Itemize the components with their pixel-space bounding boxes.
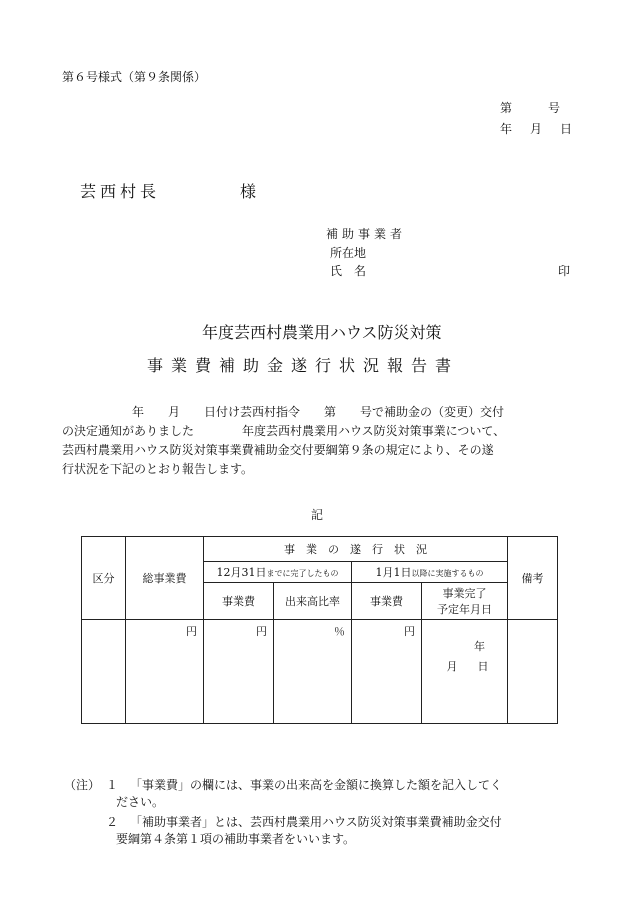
cell-cost1-unit: 円 [204,620,274,724]
cell-day: 日 [477,660,489,673]
cell-month-day [422,658,507,674]
note-1-text-1: 「事業費」の欄には、事業の出来高を金額に換算した額を記入してく [130,778,503,792]
addressee: 芸西村長 [80,182,161,201]
group1-suffix: までに完了したもの [266,569,339,578]
body-line: の決定通知がありました 年度芸西村農業用ハウス防災対策事業について、 [62,424,506,438]
document-date: 年 月 日 [500,122,576,136]
note-1-text-2: ださい。 [116,795,165,809]
notes-prefix: （注） [64,778,101,792]
ki-heading: 記 [311,508,324,522]
header-biko: 備考 [508,537,558,620]
note-1-number: １ [106,778,119,792]
header-completion-line2: 予定年月日 [437,603,492,616]
seal-mark: 印 [558,264,571,278]
group2-date: 1月1日 [375,566,412,579]
applicant-name-label: 氏 名 [330,264,367,278]
header-cost-2: 事業費 [352,583,422,620]
note-2-text-1: 「補助事業者」とは、芸西村農業用ハウス防災対策事業費補助金交付 [130,815,502,829]
document-number: 第 号 [500,101,561,115]
header-completion-line1: 事業完了 [442,587,487,600]
honorific: 様 [240,182,257,201]
group1-date: 12月31日 [216,566,267,579]
form-label: 第６号様式（第９条関係） [62,70,207,84]
cell-kubun [82,620,126,724]
header-status: 事 業 の 遂 行 状 況 [204,537,508,562]
note-2-text-2: 要綱第４条第１項の補助事業者をいいます。 [116,832,356,846]
cell-cost2-unit: 円 [352,620,422,724]
group2-suffix: 以降に実施するもの [411,569,484,578]
cell-month: 月 [446,660,458,673]
cell-total-unit: 円 [126,620,204,724]
cell-year: 年 [474,640,485,653]
note-2-line-1 [64,814,502,831]
title-line-1: 年度芸西村農業用ハウス防災対策 [202,323,442,342]
header-completed-by-dec31 [204,562,352,583]
header-kubun: 区分 [82,537,126,620]
body-paragraph [62,403,580,479]
header-cost-1: 事業費 [204,583,274,620]
body-line: 芸西村農業用ハウス防災対策事業費補助金交付要綱第９条の規定により、その遂 [62,443,494,457]
status-table [81,536,558,724]
cell-biko [508,620,558,724]
applicant-label: 補助事業者 [326,227,407,241]
body-line: 年 月 日付け芸西村指令 第 号で補助金の（変更）交付 [132,405,505,419]
header-from-jan1 [352,562,508,583]
header-total-cost: 総事業費 [126,537,204,620]
cell-ratio-unit: ％ [274,620,352,724]
title-line-2: 事業費補助金遂行状況報告書 [147,356,460,375]
note-2-number: ２ [106,815,119,829]
header-completion-date [422,583,508,620]
notes [64,777,502,848]
applicant-address-label: 所在地 [330,246,367,260]
note-1-line-1 [64,777,502,794]
header-ratio: 出来高比率 [274,583,352,620]
cell-completion-date [422,620,508,724]
body-line: 行状況を下記のとおり報告します。 [62,462,254,476]
